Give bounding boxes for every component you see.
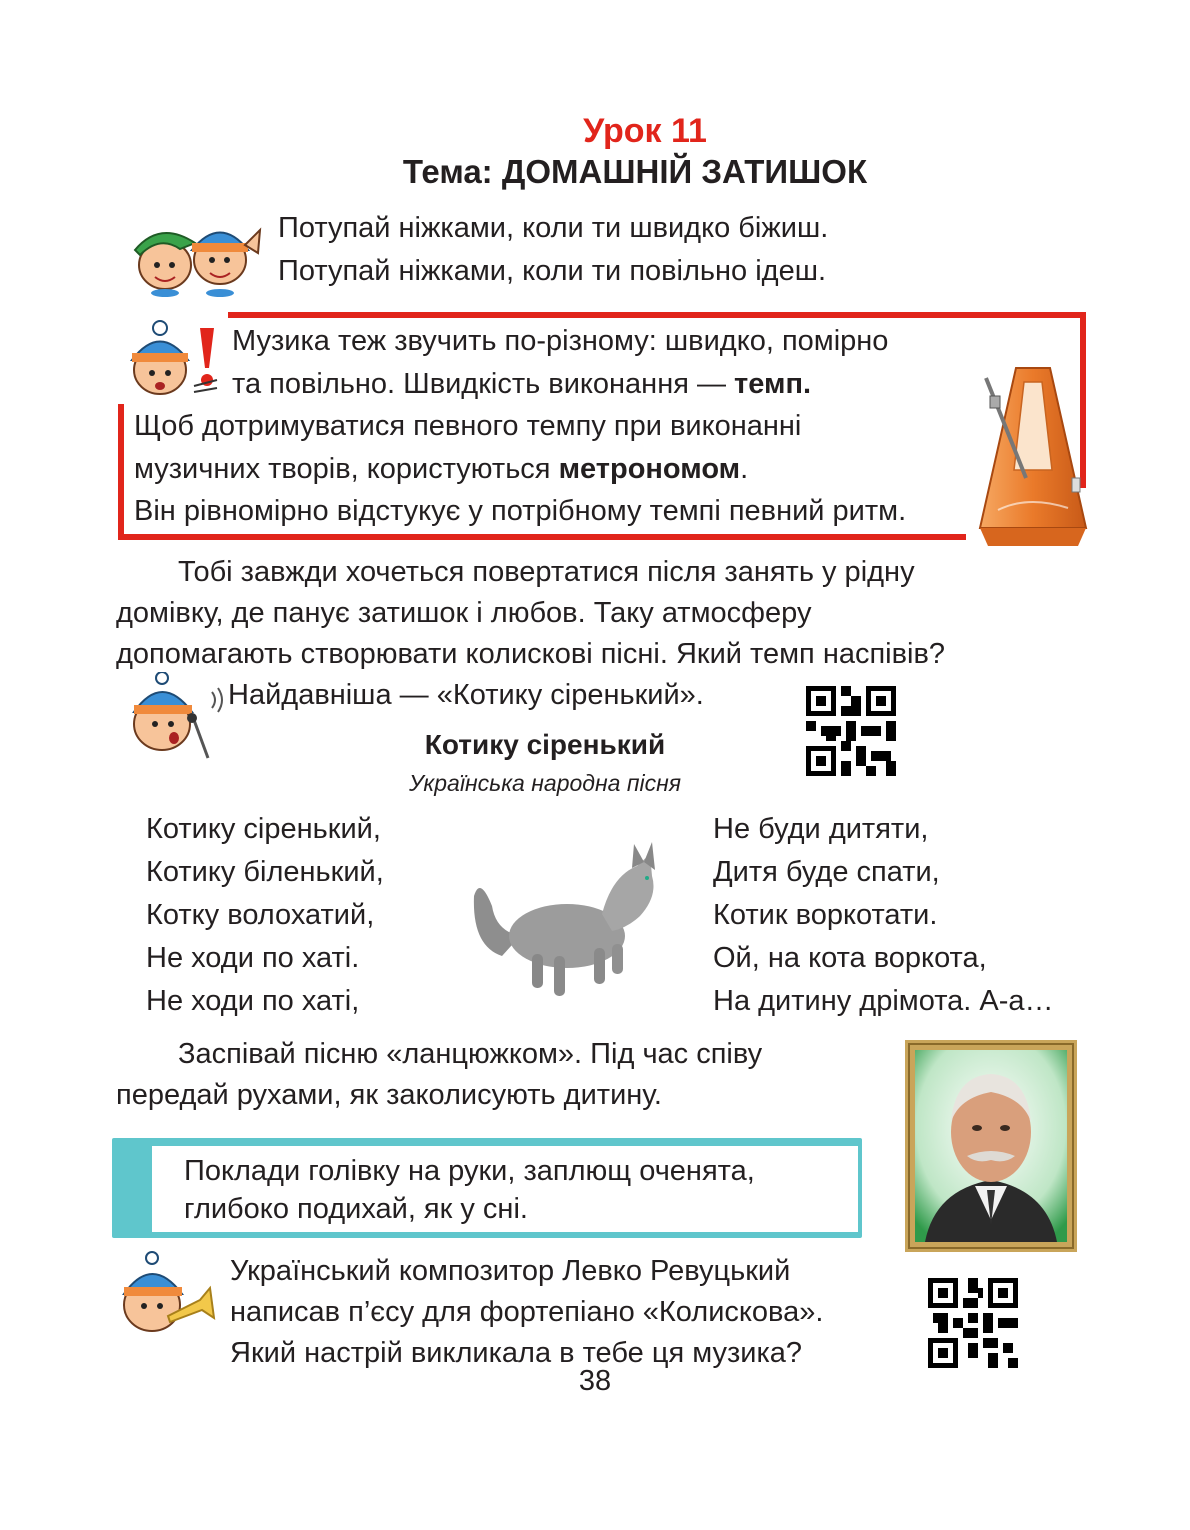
relax-line-1: Поклади голівку на руки, заплющ оченята, — [184, 1155, 755, 1187]
paragraph-2-line-1: Заспівай пісню «ланцюжком». Під час співу — [178, 1038, 763, 1070]
paragraph-1-line-2: домівку, де панує затишок і любов. Таку атмосферу — [116, 597, 812, 629]
metronome-term: метрономом — [558, 453, 741, 485]
song-line: Не буди дитяти, — [713, 813, 929, 845]
cat-image — [462, 836, 670, 1000]
qr-code-icon[interactable] — [928, 1278, 1018, 1368]
song-line: Дитя буде спати, — [713, 856, 940, 888]
tempo-line-5: Він рівномірно відстукує у потрібному темпі певний ритм. — [134, 495, 907, 527]
tempo-line-3: Щоб дотримуватися певного темпу при виконанні — [134, 410, 802, 442]
lesson-number: Урок 11 — [583, 112, 707, 150]
tempo-line-1: Музика теж звучить по-різному: швидко, помірно — [232, 325, 889, 357]
tempo-term: темп. — [734, 368, 812, 400]
song-line: Ой, на кота воркота, — [713, 942, 987, 974]
paragraph-1-line-4: Найдавніша — «Котику сіренький». — [228, 679, 704, 711]
tempo-line-4-text: музичних творів, користуються — [134, 453, 559, 485]
song-line: На дитину дрімота. А-а… — [713, 985, 1054, 1017]
page-number: 38 — [578, 1365, 612, 1397]
tempo-line-2 — [232, 363, 811, 405]
composer-line-1: Український композитор Левко Ревуцький — [230, 1255, 791, 1287]
song-verse-left — [146, 808, 384, 1023]
trumpet-mascot-icon — [112, 1250, 222, 1342]
song-line: Котику сіренький, — [146, 813, 381, 845]
song-subtitle: Українська народна пісня — [408, 770, 682, 796]
tempo-line-2-text: та повільно. Швидкість виконання — — [232, 368, 735, 400]
lesson-theme: Тема: ДОМАШНІЙ ЗАТИШОК — [402, 153, 868, 190]
song-line: Котику біленький, — [146, 856, 384, 888]
composer-portrait — [905, 1040, 1077, 1252]
tempo-line-4 — [134, 448, 748, 490]
composer-line-3: Який настрій викликала в тебе ця музика? — [230, 1337, 803, 1369]
song-line: Не ходи по хаті. — [146, 942, 360, 974]
paragraph-2-line-2: передай рухами, як заколисують дитину. — [116, 1079, 662, 1111]
exclamation-mascot-icon — [122, 318, 222, 400]
song-line: Котку волохатий, — [146, 899, 375, 931]
song-verse-right — [713, 808, 1054, 1023]
paragraph-1-line-3: допомагають створювати колискові пісні. Який темп наспівів? — [116, 638, 945, 670]
tempo-line-4-end: . — [740, 453, 749, 485]
intro-line-2: Потупай ніжками, коли ти повільно ідеш. — [278, 255, 827, 287]
metronome-image — [968, 360, 1098, 552]
song-line: Не ходи по хаті, — [146, 985, 360, 1017]
relax-line-2: глибоко подихай, як у сні. — [184, 1193, 528, 1225]
composer-line-2: написав п’єсу для фортепіано «Колискова». — [230, 1296, 824, 1328]
song-line: Котик воркотати. — [713, 899, 938, 931]
song-title: Котику сіренький — [424, 729, 666, 760]
relax-text — [184, 1152, 755, 1228]
intro-line-1: Потупай ніжками, коли ти швидко біжиш. — [278, 212, 829, 244]
paragraph-1-line-1: Тобі завжди хочеться повертатися після занять у рідну — [178, 556, 915, 588]
children-mascots-icon — [120, 205, 265, 297]
